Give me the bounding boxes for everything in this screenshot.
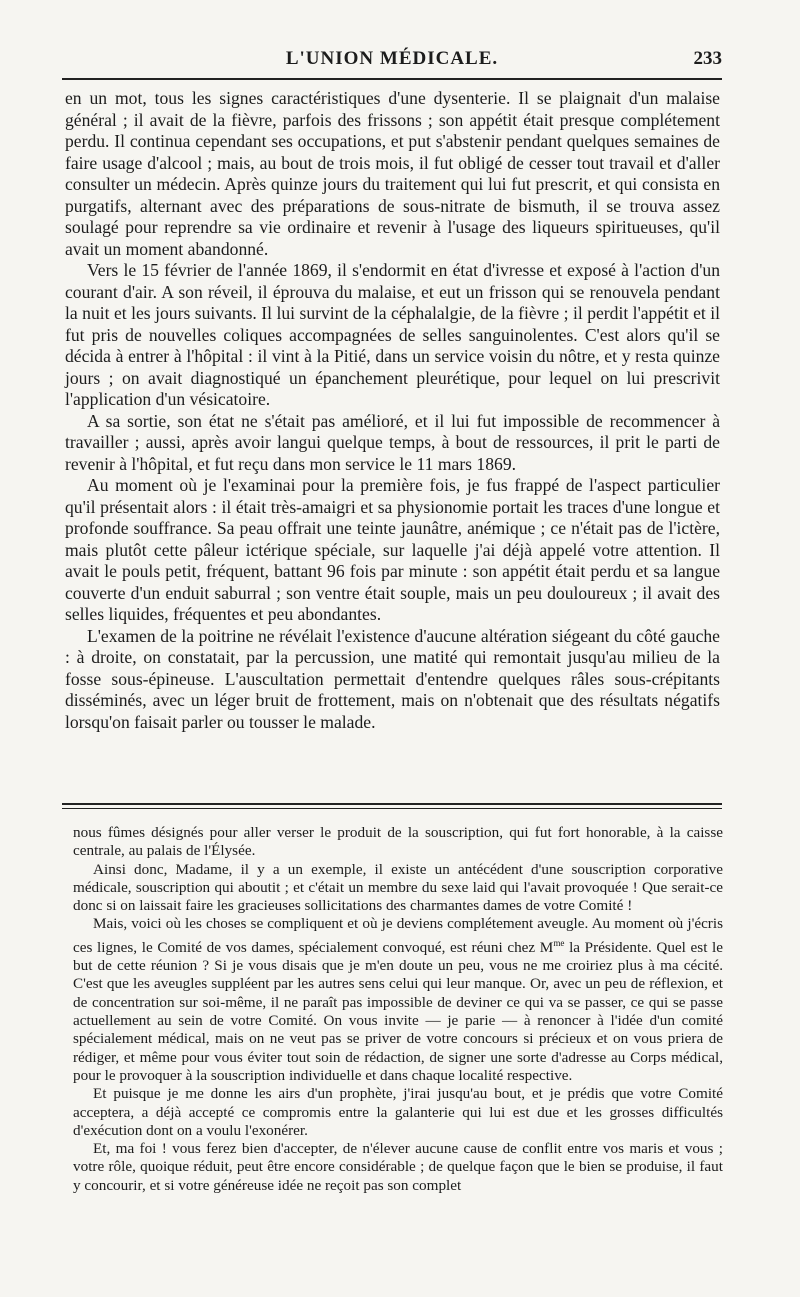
main-paragraph-3: A sa sortie, son état ne s'était pas amélioré, et il lui fut impossible de recommencer à travailler ; aussi, après avoir langui quelque temps, à bout de ressources, il prit le parti de revenir à l'hôpital, et fut reçu dans mon service le 11 mars 1869. [65, 410, 720, 474]
page-number: 233 [693, 48, 722, 69]
feuilleton-column [73, 824, 723, 1195]
running-title: L'UNION MÉDICALE. [285, 48, 499, 69]
feuilleton-paragraph-3 [73, 915, 723, 1085]
main-paragraph-4: Au moment où je l'examinai pour la première fois, je fus frappé de l'aspect particulier qu'il présentait alors : il était très-amaigri et sa physionomie portait les traces d'une longue et profonde souffrance. Sa peau offrait une teinte jaunâtre, anémique ; ce n'était pas de l'ictère, mais plutôt cette pâleur ictérique spéciale, sur laquelle j'ai déjà appelé votre attention. Il avait le pouls petit, fréquent, battant 96 fois par minute : son appétit était perdu et sa langue couverte d'un enduit saburral ; son ventre était souple, mais un peu douloureux ; il avait des selles liquides, fréquentes et peu abondantes. [65, 475, 720, 624]
feuilleton-paragraph-4: Et puisque je me donne les airs d'un prophète, j'irai jusqu'au bout, et je prédis que votre Comité acceptera, a déjà accepté ce compromis entre la galanterie qui lui est due et les grosses difficultés d'exécution dont on a voulu l'exonérer. [73, 1085, 723, 1139]
main-article [65, 88, 720, 733]
feuilleton-paragraph-3-start: Mais, voici où les choses se compliquent et où je deviens complétement aveugle. Au moment où j'écris ces lignes, le Comité de vos dames, spécialement convoqué, est réuni chez M [73, 915, 723, 956]
feuilleton-paragraph-1: nous fûmes désignés pour aller verser le produit de la souscription, qui fut fort honorable, à la caisse centrale, au palais de l'Élysée. [73, 824, 723, 860]
feuilleton-separator [62, 803, 722, 809]
feuilleton-paragraph-5: Et, ma foi ! vous ferez bien d'accepter, de n'élever aucune cause de conflit entre vos maris et vous ; votre rôle, quoique réduit, peut être encore considérable ; de quelque façon que le bien se produise, il faut y concourir, et si votre généreuse idée ne reçoit pas son complet [73, 1140, 723, 1194]
feuilleton-paragraph-3-end: la Présidente. Quel est le but de cette réunion ? Si je vous disais que je m'en doute un peu, vous ne me croiriez plus à ma cécité. C'est que les aveugles suppléent par les autres sens celui qui leur manque. Or, avec un peu de réflexion, et de concentration sur soi-même, il ne paraît pas impossible de deviner ce qui va se passer, ce qui se passe actuellement au sein de votre Comité. On vous invite — je parie — à renoncer à l'idée d'un comité spécialement médical, mais on ne veut pas se priver de votre concours si précieux et on vous priera de rédiger, et même pour vous éviter tout soin de rédaction, de signer une sorte d'adresse au Corps médical, pour le provoquer à la souscription individuelle et dans chaque localité respective. [73, 938, 724, 1084]
header-rule [62, 78, 722, 80]
page-header [62, 48, 722, 72]
main-paragraph-1: en un mot, tous les signes caractéristiques d'une dysenterie. Il se plaignait d'un malaise général ; il avait de la fièvre, parfois des frissons ; son appétit était presque complétement perdu. Il continua cependant ses occupations, et put s'abstenir pendant quelques semaines de faire usage d'alcool ; mais, au bout de trois mois, il fut obligé de cesser tout travail et d'aller consulter un médecin. Après quinze jours du traitement qui lui fut prescrit, et qui consista en purgatifs, alternant avec des préparations de sous-nitrate de bismuth, il se trouva assez soulagé pour reprendre sa vie ordinaire et revenir à l'usage des liqueurs spiritueuses, qu'il avait un moment abandonné. [65, 88, 720, 259]
feuilleton-paragraph-2: Ainsi donc, Madame, il y a un exemple, il existe un antécédent d'une souscription corporative médicale, souscription qui aboutit ; et c'était un membre du sexe laid qui l'avait provoquée ! Que serait-ce donc si on laissait faire les gracieuses sollicitations des charmantes dames de votre Comité ! [73, 860, 723, 915]
main-paragraph-2: Vers le 15 février de l'année 1869, il s'endormit en état d'ivresse et exposé à l'action d'un courant d'air. A son réveil, il éprouva du malaise, et eut un frisson qui se renouvela pendant la nuit et les jours suivants. Il lui survint de la céphalalgie, de la fièvre ; il perdit l'appétit et il fut pris de nouvelles coliques accompagnées de selles sanguinolentes. C'est alors qu'il se décida à entrer à l'hôpital : il vint à la Pitié, dans un service voisin du nôtre, et y resta quinze jours ; on avait diagnostiqué un épanchement pleurétique, pour lequel on lui prescrivit l'application d'un vésicatoire. [65, 260, 720, 409]
superscript-me: me [553, 937, 565, 948]
main-paragraph-5: L'examen de la poitrine ne révélait l'existence d'aucune altération siégeant du côté gauche : à droite, on constatait, par la percussion, une matité qui remontait jusqu'au milieu de la fosse sous-épineuse. L'auscultation permettait d'entendre quelques râles sous-crépitants disséminés, avec un léger bruit de frottement, mais on n'obtenait que des résultats négatifs lorsqu'on faisait parler ou tousser le malade. [65, 625, 720, 732]
